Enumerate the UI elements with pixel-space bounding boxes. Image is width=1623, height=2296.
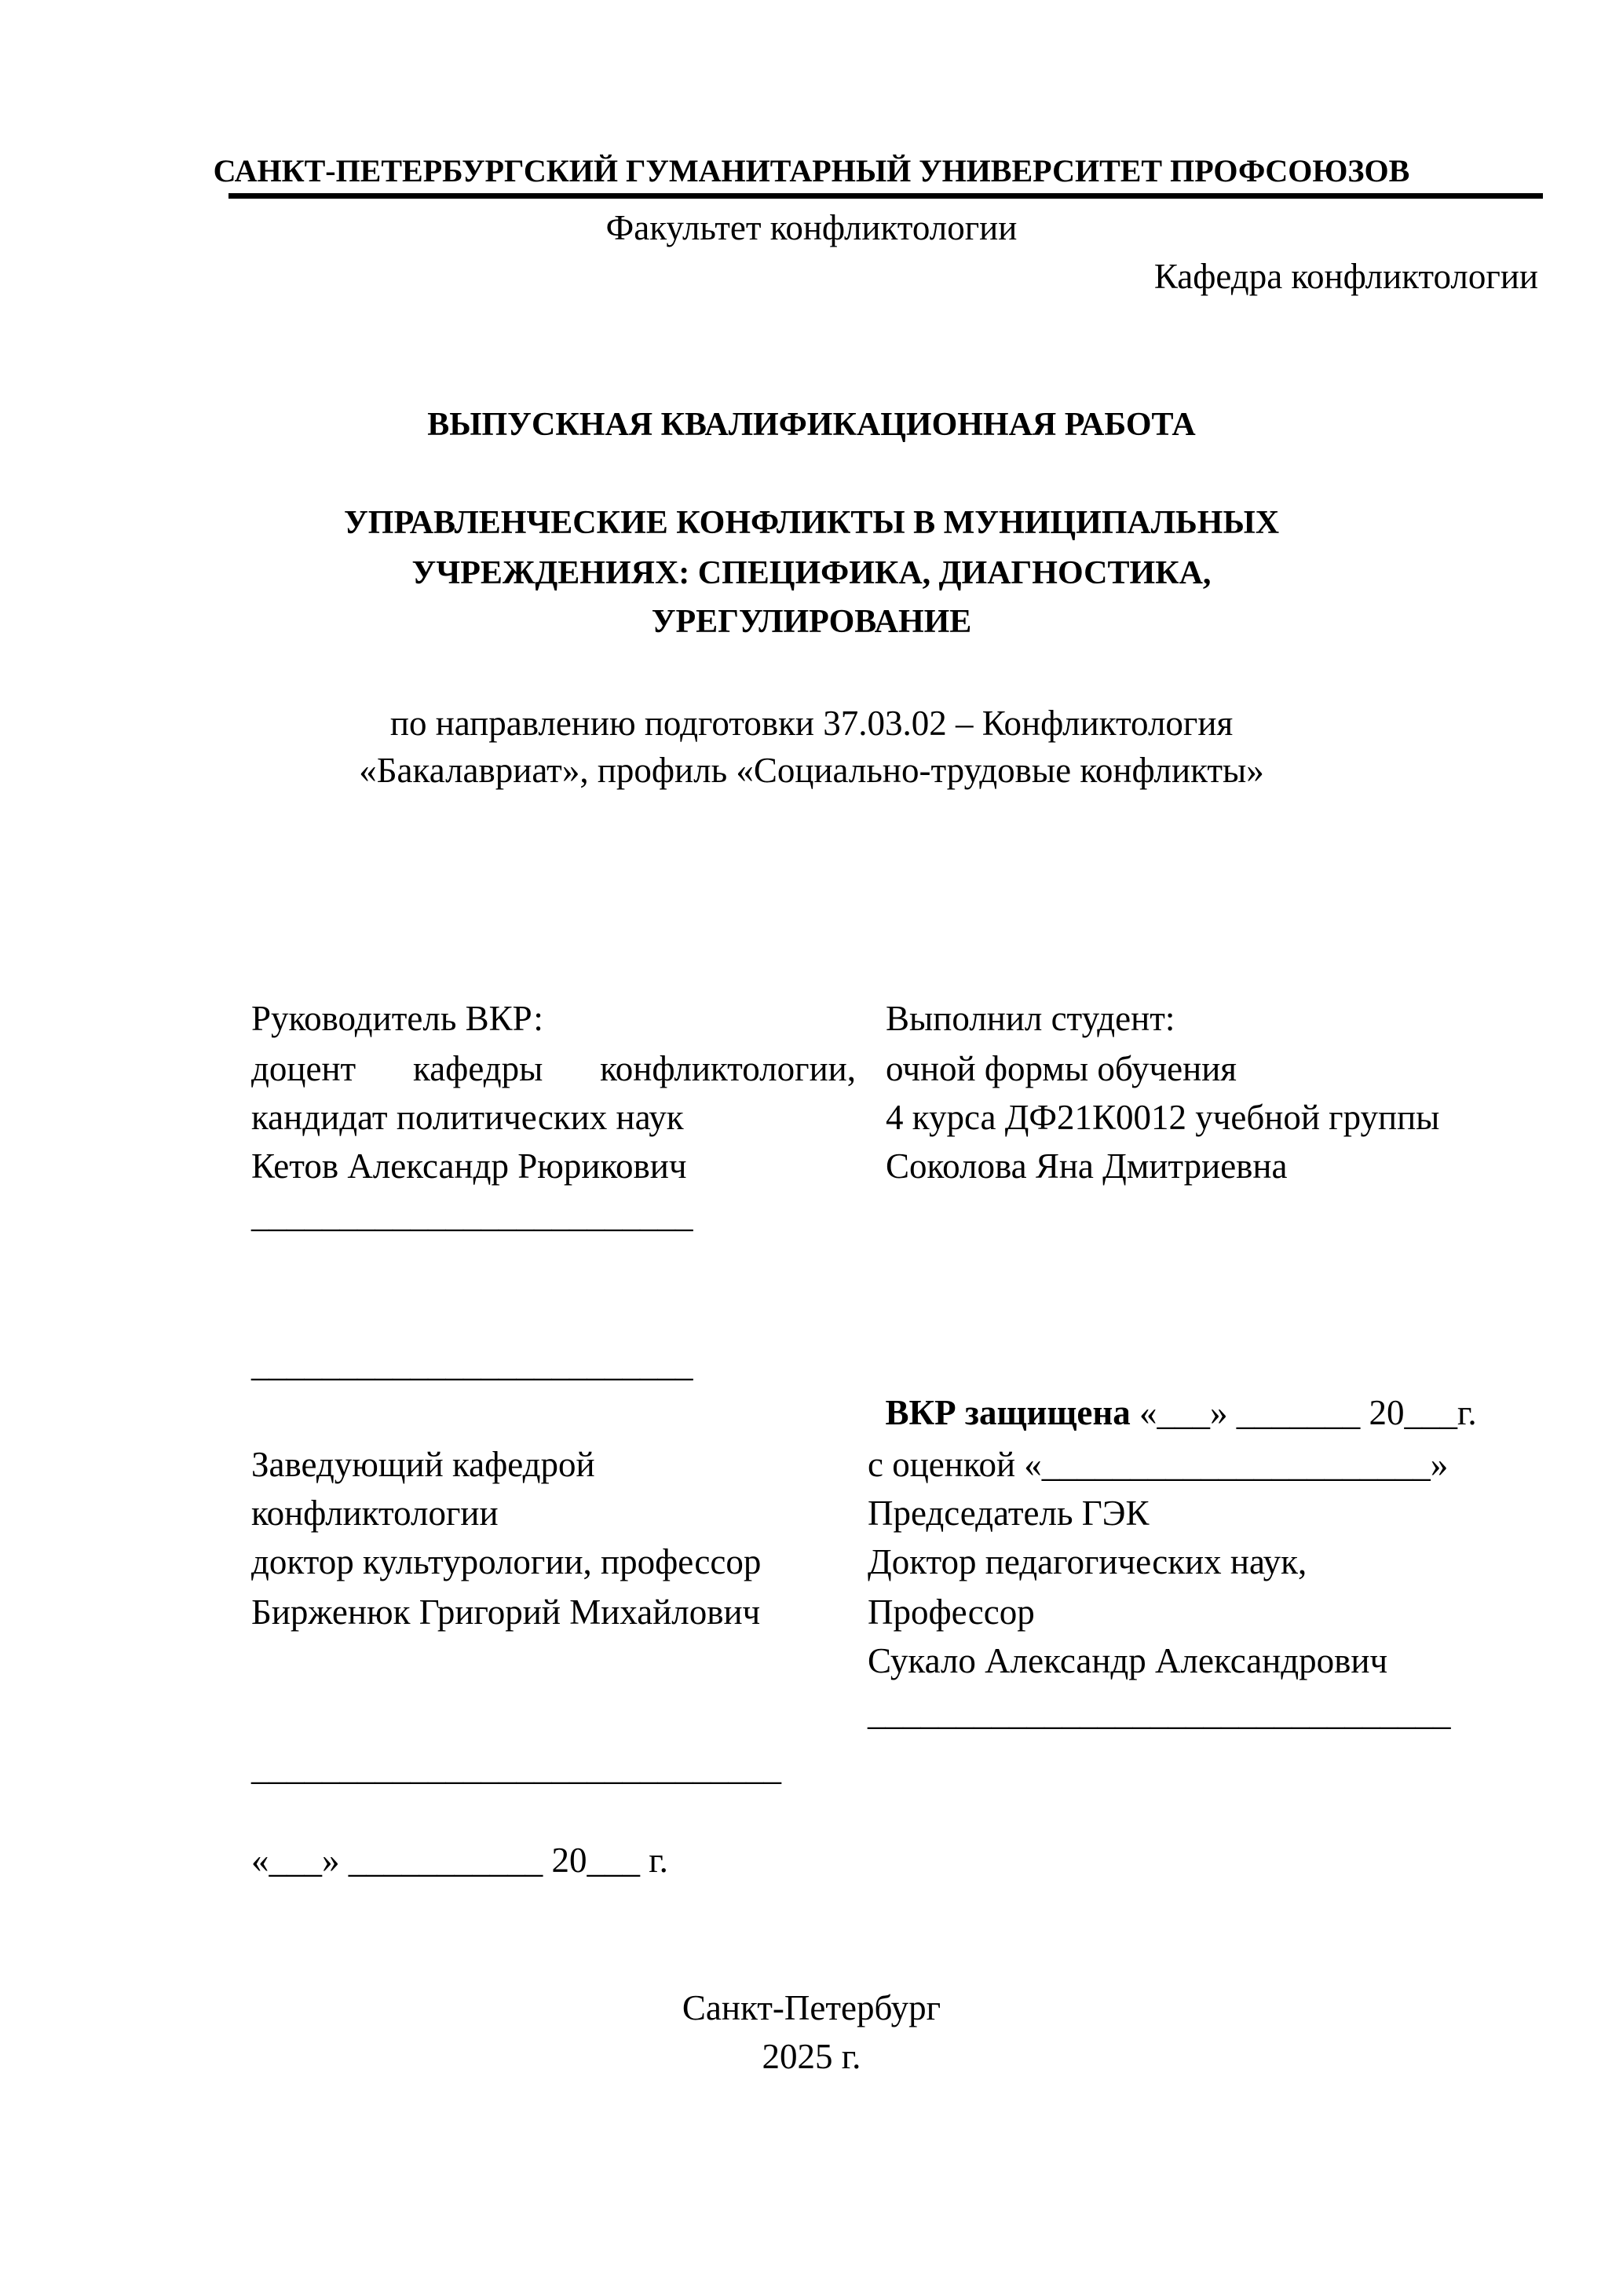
supervisor-position: доцент кафедры конфликтологии, [251, 1049, 856, 1088]
study-profile: «Бакалавриат», профиль «Социально-трудовые конфликты» [359, 751, 1264, 790]
student-study-form: очной формы обучения [886, 1049, 1237, 1088]
header-divider [228, 193, 1543, 199]
head-title-department: конфликтологии [251, 1493, 499, 1533]
signature-line: _________________________ [251, 1344, 693, 1384]
chair-degree: Доктор педагогических наук, [868, 1542, 1307, 1581]
faculty-name: Факультет конфликтологии [605, 208, 1018, 247]
thesis-title-line: УПРАВЛЕНЧЕСКИЕ КОНФЛИКТЫ В МУНИЦИПАЛЬНЫХ [343, 505, 1280, 541]
student-label: Выполнил студент: [886, 999, 1175, 1038]
student-name: Соколова Яна Дмитриевна [886, 1146, 1288, 1186]
university-name: САНКТ-ПЕТЕРБУРГСКИЙ ГУМАНИТАРНЫЙ УНИВЕРСИТЕТ ПРОФСОЮЗОВ [213, 153, 1410, 188]
defense-date-blank: «___» _______ 20___г. [1130, 1393, 1477, 1432]
document-type: ВЫПУСКНАЯ КВАЛИФИКАЦИОННАЯ РАБОТА [427, 407, 1196, 443]
study-direction: по направлению подготовки 37.03.02 – Конфликтология [389, 704, 1234, 743]
head-signature-line: ______________________________ [251, 1748, 781, 1787]
supervisor-degree: кандидат политических наук [251, 1098, 684, 1137]
thesis-title-line: УЧРЕЖДЕНИЯХ: СПЕЦИФИКА, ДИАГНОСТИКА, [411, 555, 1212, 591]
head-title: Заведующий кафедрой [251, 1445, 595, 1484]
head-signature-date: «___» ___________ 20___ г. [251, 1841, 668, 1880]
year: 2025 г. [762, 2037, 861, 2076]
defense-label: ВКР защищена [885, 1393, 1131, 1432]
supervisor-signature-line: _________________________ [251, 1195, 693, 1234]
chair-rank: Профессор [868, 1592, 1035, 1632]
supervisor-label: Руководитель ВКР: [251, 999, 543, 1038]
thesis-title-line: УРЕГУЛИРОВАНИЕ [651, 604, 972, 640]
defense-date [868, 1340, 1477, 1432]
student-group: 4 курса ДФ21К0012 учебной группы [886, 1098, 1440, 1137]
chair-signature-line: _________________________________ [868, 1693, 1451, 1732]
head-degree: доктор культурологии, профессор [251, 1542, 762, 1581]
city: Санкт-Петербург [682, 1988, 941, 2027]
department-name: Кафедра конфликтологии [1153, 257, 1538, 296]
supervisor-name: Кетов Александр Рюрикович [251, 1146, 687, 1186]
chair-name: Сукало Александр Александрович [868, 1641, 1388, 1680]
head-name: Бирженюк Григорий Михайлович [251, 1592, 761, 1632]
defense-grade: с оценкой «______________________» [868, 1445, 1449, 1484]
chair-title: Председатель ГЭК [868, 1493, 1150, 1533]
